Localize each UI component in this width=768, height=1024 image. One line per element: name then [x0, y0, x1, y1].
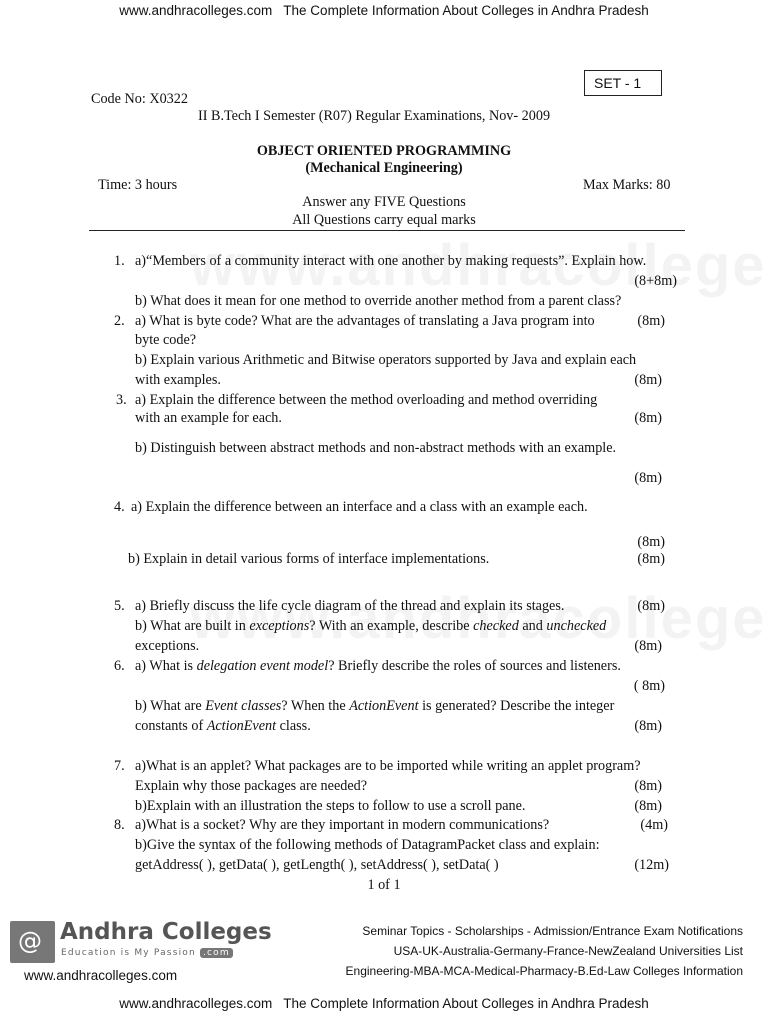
logo-tagline: Education is My Passion .com [61, 948, 233, 958]
question-6a: a) What is delegation event model? Briefly describe the roles of sources and listeners. [135, 658, 621, 674]
question-7a-marks: (8m) [634, 778, 662, 794]
question-7-number: 7. [114, 758, 125, 774]
top-banner-tagline: The Complete Information About Colleges in Andhra Pradesh [283, 3, 649, 18]
question-5b-line1: b) What are built in exceptions? With an example, describe checked and unchecked [135, 618, 607, 634]
question-2b-marks: (8m) [634, 372, 662, 388]
question-6b-marks: (8m) [634, 718, 662, 734]
question-5b-marks: (8m) [634, 638, 662, 654]
question-1a-marks: (8+8m) [634, 273, 677, 289]
set-badge: SET - 1 [584, 70, 662, 96]
question-1b: b) What does it mean for one method to override another method from a parent class? [135, 293, 622, 309]
footer-line-2: USA-UK-Australia-Germany-France-NewZealand Universities List [393, 944, 743, 958]
question-4a: a) Explain the difference between an interface and a class with an example each. [131, 499, 588, 515]
logo-url: www.andhracolleges.com [24, 968, 178, 983]
question-8b-line1: b)Give the syntax of the following methods of DatagramPacket class and explain: [135, 837, 600, 853]
exam-title: II B.Tech I Semester (R07) Regular Examinations, Nov- 2009 [198, 108, 551, 124]
logo-name: Andhra Colleges [60, 919, 272, 945]
question-7a-line1: a)What is an applet? What packages are to be imported while writing an applet program? [135, 758, 641, 774]
question-6b-line2: constants of ActionEvent class. [135, 718, 311, 734]
question-4b: b) Explain in detail various forms of interface implementations. [128, 551, 490, 567]
header-rule [89, 230, 685, 231]
instruction-marks: All Questions carry equal marks [292, 212, 476, 228]
branch-title: (Mechanical Engineering) [305, 160, 463, 176]
instruction-answer: Answer any FIVE Questions [302, 194, 466, 210]
question-7b-marks: (8m) [634, 798, 662, 814]
question-6a-marks: ( 8m) [633, 678, 665, 694]
at-sign-icon: @ [10, 921, 55, 963]
exam-time: Time: 3 hours [98, 177, 178, 193]
bottom-banner [0, 996, 768, 1011]
question-8-number: 8. [114, 817, 125, 833]
question-3-number: 3. [116, 392, 127, 408]
question-1a: a)“Members of a community interact with one another by making requests”. Explain how. [135, 253, 647, 269]
question-6-number: 6. [114, 658, 125, 674]
question-7b: b)Explain with an illustration the steps to follow to use a scroll pane. [135, 798, 526, 814]
question-8a-marks: (4m) [640, 817, 668, 833]
question-5a: a) Briefly discuss the life cycle diagram of the thread and explain its stages. [135, 598, 565, 614]
question-4-number: 4. [114, 499, 125, 515]
max-marks: Max Marks: 80 [583, 177, 671, 193]
question-2b-line1: b) Explain various Arithmetic and Bitwise operators supported by Java and explain each [135, 352, 637, 368]
question-1-number: 1. [114, 253, 125, 269]
question-2-number: 2. [114, 313, 125, 329]
question-2a-line2: byte code? [135, 332, 197, 348]
footer-line-3: Engineering-MBA-MCA-Medical-Pharmacy-B.Ed-Law Colleges Information [345, 964, 743, 978]
logo-badge: .com [200, 948, 233, 958]
bottom-banner-tagline: The Complete Information About Colleges in Andhra Pradesh [283, 996, 649, 1011]
subject-title: OBJECT ORIENTED PROGRAMMING [256, 143, 512, 159]
question-3a-line1: a) Explain the difference between the method overloading and method overriding [135, 392, 598, 408]
question-7a-line2: Explain why those packages are needed? [135, 778, 368, 794]
question-2a-line1: a) What is byte code? What are the advantages of translating a Java program into [135, 313, 595, 329]
question-8a: a)What is a socket? Why are they important in modern communications? [135, 817, 550, 833]
question-4a-marks: (8m) [637, 534, 665, 550]
question-5-number: 5. [114, 598, 125, 614]
question-4b-marks: (8m) [637, 551, 665, 567]
question-8b-line2: getAddress( ), getData( ), getLength( ), setAddress( ), setData( ) [135, 857, 499, 873]
question-6b-line1: b) What are Event classes? When the ActionEvent is generated? Describe the integer [135, 698, 615, 714]
code-number: Code No: X0322 [91, 91, 188, 107]
top-banner-site-link[interactable]: www.andhracolleges.com [119, 3, 273, 18]
bottom-banner-site-link[interactable]: www.andhracolleges.com [119, 996, 273, 1011]
question-3a-line2: with an example for each. [135, 410, 282, 426]
question-3b: b) Distinguish between abstract methods and non-abstract methods with an example. [135, 440, 617, 456]
question-3b-marks: (8m) [634, 470, 662, 486]
page-number: 1 of 1 [367, 877, 401, 893]
question-2b-line2: with examples. [135, 372, 221, 388]
question-5b-line2: exceptions. [135, 638, 200, 654]
question-8b-marks: (12m) [634, 857, 669, 873]
question-2a-marks: (8m) [637, 313, 665, 329]
question-3a-marks: (8m) [634, 410, 662, 426]
footer-line-1: Seminar Topics - Scholarships - Admission/Entrance Exam Notifications [362, 924, 743, 938]
top-banner [0, 3, 768, 18]
question-5a-marks: (8m) [637, 598, 665, 614]
